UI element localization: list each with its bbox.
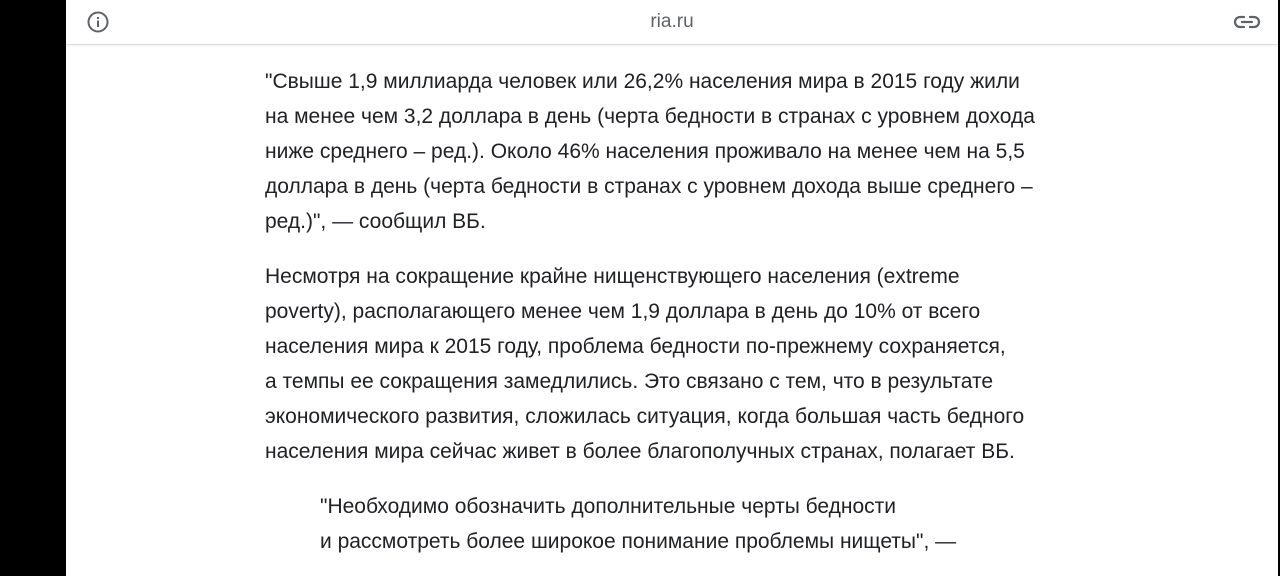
text-line: ред.)", — сообщил ВБ. bbox=[265, 210, 486, 233]
text-line: ниже среднего – ред.). Около 46% населения проживало на менее чем на 5,5 bbox=[265, 140, 1025, 163]
text-line: населения мира к 2015 году, проблема бедности по-прежнему сохраняется, bbox=[265, 335, 1006, 358]
quote-block bbox=[320, 489, 1095, 559]
paragraph-2 bbox=[265, 259, 1095, 469]
info-button[interactable] bbox=[86, 10, 110, 34]
paragraph-1 bbox=[265, 64, 1095, 239]
text-line: на менее чем 3,2 доллара в день (черта бедности в странах с уровнем дохода bbox=[265, 105, 1035, 128]
top-bar bbox=[66, 0, 1278, 45]
text-line: населения мира сейчас живет в более благополучных странах, полагает ВБ. bbox=[265, 440, 1015, 463]
reader-view[interactable] bbox=[66, 0, 1278, 576]
left-black-bar bbox=[0, 0, 66, 576]
text-line: доллара в день (черта бедности в странах с уровнем дохода выше среднего – bbox=[265, 175, 1033, 198]
quote-line: и рассмотреть более широкое понимание проблемы нищеты", — bbox=[320, 530, 957, 553]
text-line: а темпы ее сокращения замедлились. Это связано с тем, что в результате bbox=[265, 370, 994, 393]
site-domain: ria.ru bbox=[650, 11, 694, 32]
text-line: poverty), располагающего менее чем 1,9 доллара в день до 10% от всего bbox=[265, 300, 981, 323]
info-icon bbox=[86, 10, 110, 34]
quote-line: "Необходимо обозначить дополнительные черты бедности bbox=[320, 495, 897, 518]
text-line: экономического развития, сложилась ситуация, когда большая часть бедного bbox=[265, 405, 1025, 428]
article-body bbox=[265, 64, 1095, 559]
text-line: "Свыше 1,9 миллиарда человек или 26,2% населения мира в 2015 году жили bbox=[265, 70, 1020, 93]
text-line: Несмотря на сокращение крайне нищенствующего населения (extreme bbox=[265, 265, 960, 288]
link-icon bbox=[1232, 10, 1262, 34]
copy-link-button[interactable] bbox=[1232, 10, 1262, 34]
